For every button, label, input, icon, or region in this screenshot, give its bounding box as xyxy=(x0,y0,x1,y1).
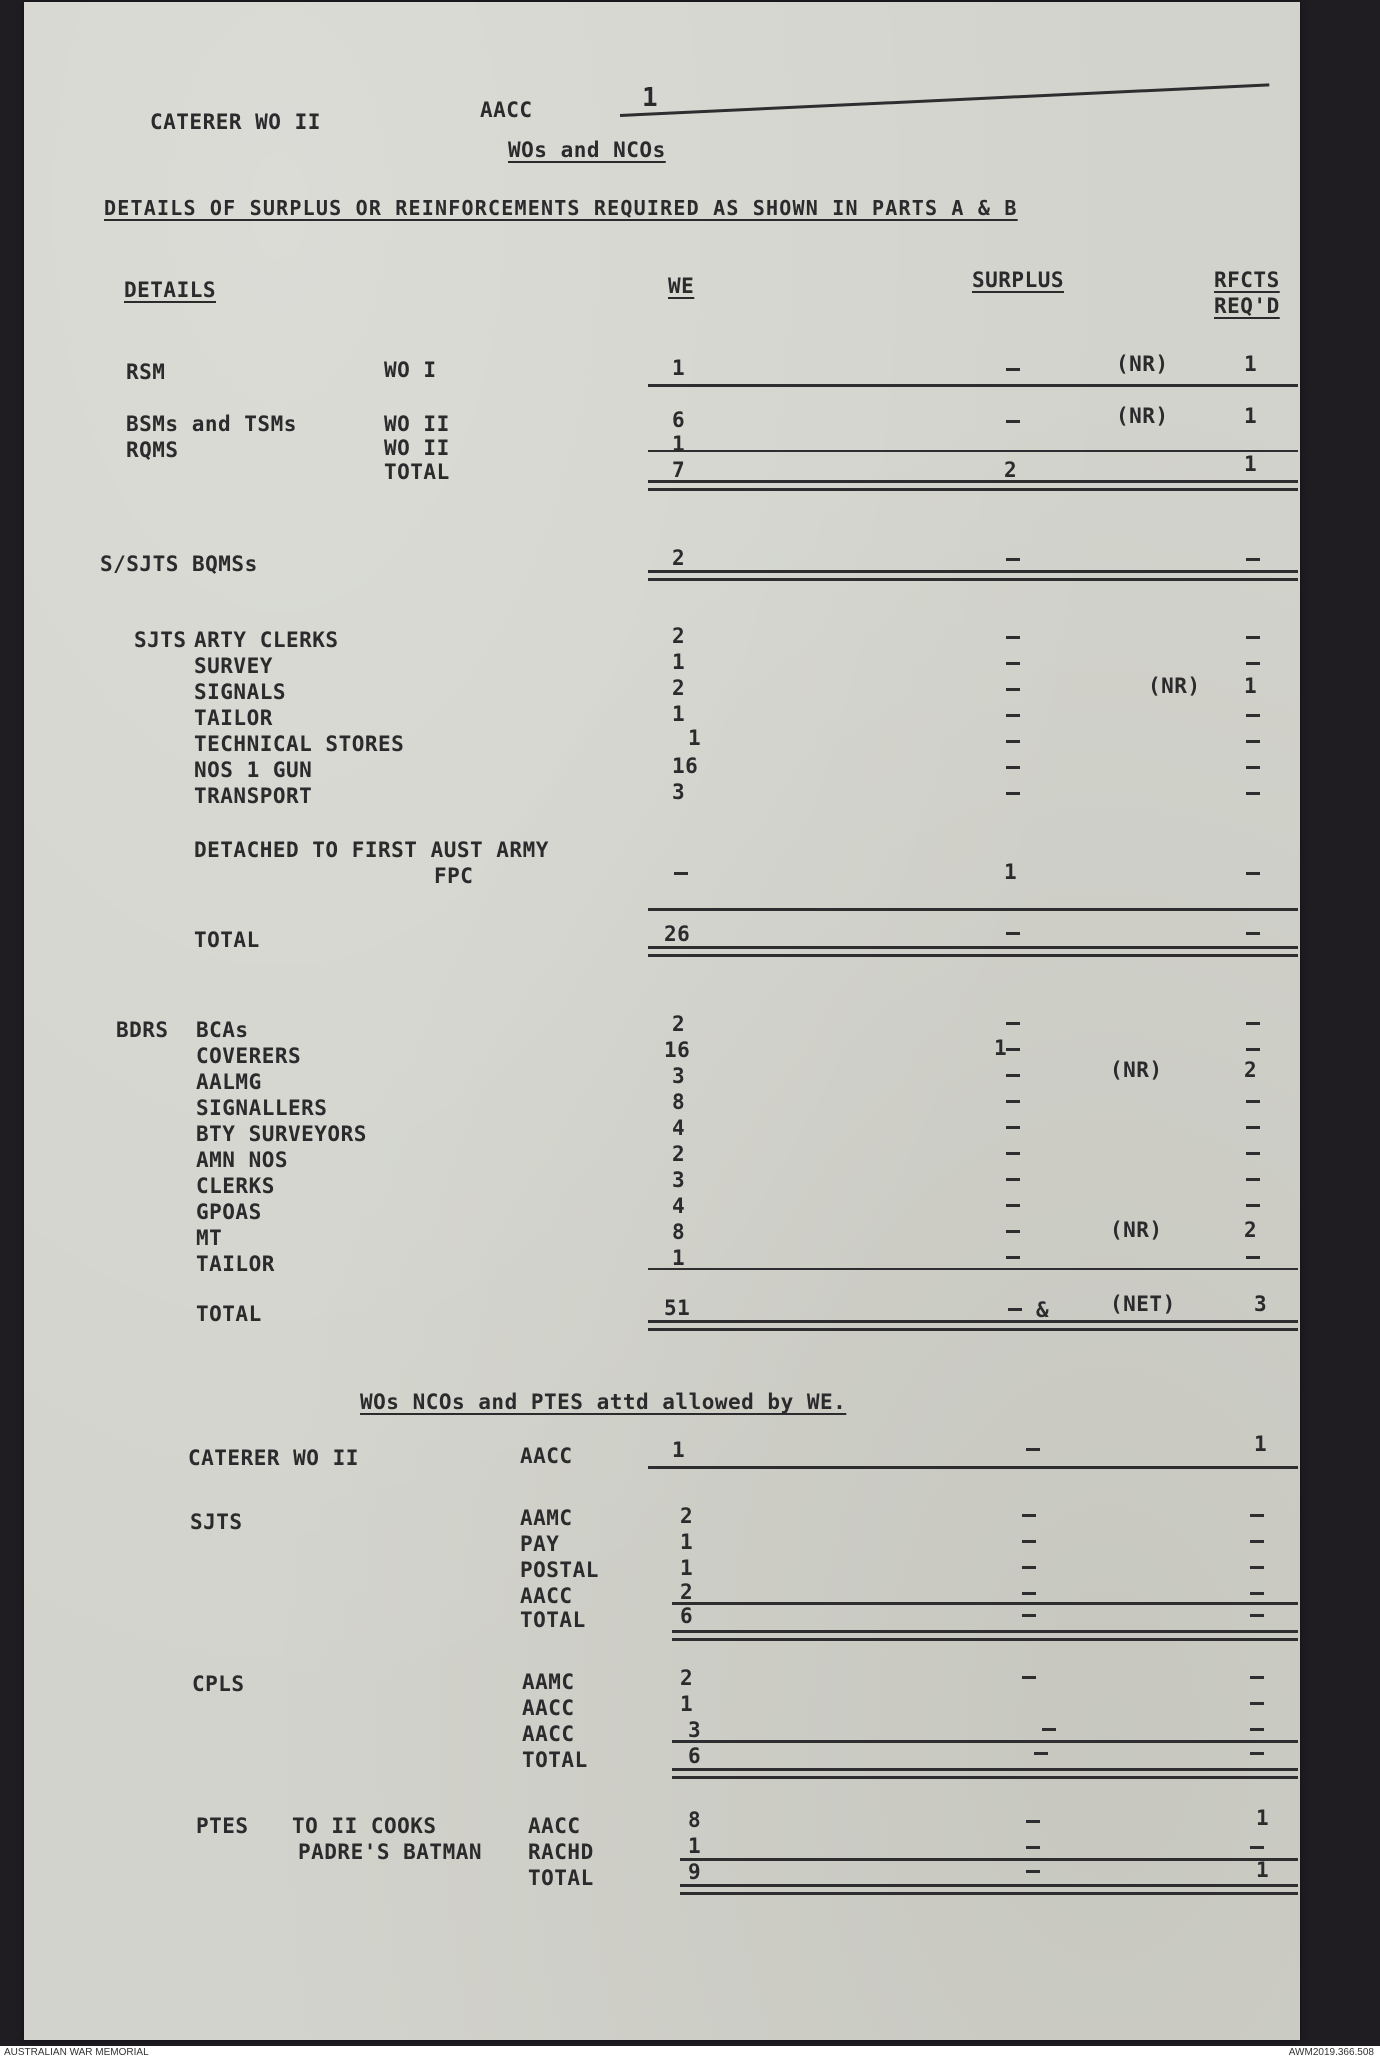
ptes-row1-corps: AACC xyxy=(528,1814,581,1838)
bdrs-rule xyxy=(648,1268,1298,1270)
sjts2-row-req-dash xyxy=(1250,1566,1264,1569)
sjts2-total-corps: TOTAL xyxy=(520,1608,586,1632)
archive-footer xyxy=(0,2046,1380,2061)
ptes-total-rule-2 xyxy=(680,1892,1298,1895)
ptes-row1-req: 1 xyxy=(1256,1806,1270,1830)
cpls-label: CPLS xyxy=(192,1672,245,1696)
bdrs-row-surplus-dash xyxy=(1006,1100,1020,1103)
bdrs-total-req: 3 xyxy=(1254,1292,1268,1316)
sjts-total-rule-2 xyxy=(648,954,1298,957)
bdrs-total-rule-2 xyxy=(648,1328,1298,1331)
ptes-total-surplus-dash xyxy=(1026,1870,1040,1873)
bdrs-row-we: 2 xyxy=(672,1012,686,1036)
bdrs-row-req-dash xyxy=(1246,1100,1260,1103)
bdrs-row-req-dash xyxy=(1246,1152,1260,1155)
bdrs-row-surplus-dash xyxy=(1006,1204,1020,1207)
ptes-rule xyxy=(680,1858,1298,1861)
cpls-row-we: 2 xyxy=(680,1666,694,1690)
ssjts-rule-1 xyxy=(648,570,1298,573)
bdrs-row-req: 2 xyxy=(1244,1058,1258,1082)
bdrs-row-label: BCAs xyxy=(196,1018,249,1042)
doc-title: WOs and NCOs xyxy=(508,138,666,162)
sjts-total-we: 26 xyxy=(664,922,691,946)
sjts-detached-we-dash xyxy=(674,872,688,875)
bsm-surplus-dash xyxy=(1006,420,1020,423)
footer-right: AWM2019.366.508 xyxy=(1288,2047,1374,2058)
sjts-row-req-dash xyxy=(1246,714,1260,717)
bdrs-row-surplus-dash xyxy=(1006,1022,1020,1025)
top-corps: AACC xyxy=(480,98,533,122)
caterer-label: CATERER WO II xyxy=(188,1446,359,1470)
rsm-rank: WO I xyxy=(384,358,437,382)
bsm-req: 1 xyxy=(1244,404,1258,428)
bdrs-row-we: 3 xyxy=(672,1064,686,1088)
rsm-rule xyxy=(648,384,1298,387)
sjts2-row-surplus-dash xyxy=(1022,1592,1036,1595)
sjts-detached-surplus: 1 xyxy=(1004,860,1018,884)
bdrs-row-note: (NR) xyxy=(1110,1218,1163,1242)
sjts2-total-req-dash xyxy=(1250,1614,1264,1617)
sjts-detached-line-1: DETACHED TO FIRST AUST ARMY xyxy=(194,838,549,862)
bdrs-row-we: 4 xyxy=(672,1194,686,1218)
ptes-label: PTES xyxy=(196,1814,249,1838)
sjts-detached-line-2: FPC xyxy=(434,864,474,888)
cpls-total-we: 6 xyxy=(688,1744,702,1768)
caterer-surplus-dash xyxy=(1026,1448,1040,1451)
bdrs-row-label: GPOAS xyxy=(196,1200,262,1224)
bdrs-row-label: BTY SURVEYORS xyxy=(196,1122,367,1146)
ptes-row2-we: 1 xyxy=(688,1834,702,1858)
bdrs-row-we: 8 xyxy=(672,1090,686,1114)
top-rule xyxy=(620,83,1269,117)
cpls-total-req-dash xyxy=(1250,1752,1264,1755)
section2-title: WOs NCOs and PTES attd allowed by WE. xyxy=(360,1390,847,1414)
sjts-row-req-dash xyxy=(1246,662,1260,665)
bdrs-total-rule-1 xyxy=(648,1320,1298,1323)
bdrs-row-req-dash xyxy=(1246,1022,1260,1025)
sjts2-row-req-dash xyxy=(1250,1540,1264,1543)
rsm-req: 1 xyxy=(1244,352,1258,376)
ssjts-surplus-dash xyxy=(1006,558,1020,561)
ptes-total-rule-1 xyxy=(680,1884,1298,1887)
rqms-rank: WO II xyxy=(384,436,450,460)
sjts-row-req-dash xyxy=(1246,636,1260,639)
caterer-we: 1 xyxy=(672,1438,686,1462)
ptes-total-req: 1 xyxy=(1256,1858,1270,1882)
caterer-rule xyxy=(648,1466,1298,1469)
ssjts-rule-2 xyxy=(648,578,1298,581)
caterer-corps: AACC xyxy=(520,1444,573,1468)
sjts-row-label: ARTY CLERKS xyxy=(194,628,339,652)
sjts2-row-surplus-dash xyxy=(1022,1540,1036,1543)
rsm-surplus-dash xyxy=(1006,368,1020,371)
bdrs-row-req-dash xyxy=(1246,1256,1260,1259)
sjts-row-we: 1 xyxy=(688,726,702,750)
rqms-we: 1 xyxy=(672,432,686,456)
sjts-total-surplus-dash xyxy=(1006,932,1020,935)
bdrs-row-we: 2 xyxy=(672,1142,686,1166)
bdrs-row-req: 2 xyxy=(1244,1218,1258,1242)
sjts2-total-rule-2 xyxy=(672,1638,1298,1641)
ptes-row1-surplus-dash xyxy=(1026,1820,1040,1823)
cpls-row-surplus-dash xyxy=(1022,1676,1036,1679)
bsm-total-we: 7 xyxy=(672,458,686,482)
sjts-row-we: 1 xyxy=(672,650,686,674)
sjts-row-label: SIGNALS xyxy=(194,680,287,704)
header-surplus: SURPLUS xyxy=(972,268,1065,292)
cpls-row-surplus-dash xyxy=(1042,1728,1056,1731)
bdrs-row-surplus-dash xyxy=(1006,1178,1020,1181)
cpls-total-rule-1 xyxy=(672,1768,1298,1771)
cpls-rule xyxy=(672,1740,1298,1743)
sjts-row-label: TECHNICAL STORES xyxy=(194,732,405,756)
bdrs-row-we: 4 xyxy=(672,1116,686,1140)
cpls-total-rule-2 xyxy=(672,1776,1298,1779)
top-value: 1 xyxy=(642,83,659,113)
header-details: DETAILS xyxy=(124,278,217,302)
sjts2-row-corps: POSTAL xyxy=(520,1558,599,1582)
bsm-total-req: 1 xyxy=(1244,452,1258,476)
sjts-row-surplus-dash xyxy=(1006,636,1020,639)
footer-left: AUSTRALIAN WAR MEMORIAL xyxy=(4,2047,149,2058)
bsm-note: (NR) xyxy=(1116,404,1169,428)
bdrs-row-label: CLERKS xyxy=(196,1174,275,1198)
bsm-total-rule-1 xyxy=(648,480,1298,483)
cpls-total-surplus-dash xyxy=(1034,1752,1048,1755)
sjts-row-req-dash xyxy=(1246,766,1260,769)
ptes-row2-desc: PADRE'S BATMAN xyxy=(298,1840,483,1864)
bdrs-total-surplus-dash xyxy=(1008,1308,1022,1311)
ptes-total-corps: TOTAL xyxy=(528,1866,594,1890)
ssjts-label: S/SJTS BQMSs xyxy=(100,552,258,576)
sjts-row-we: 3 xyxy=(672,780,686,804)
sjts-row-req-dash xyxy=(1246,740,1260,743)
rsm-label: RSM xyxy=(126,360,166,384)
bdrs-row-surplus-dash xyxy=(1006,1256,1020,1259)
sjts2-row-corps: AAMC xyxy=(520,1506,573,1530)
bsm-we: 6 xyxy=(672,408,686,432)
bdrs-row-we: 8 xyxy=(672,1220,686,1244)
cpls-row-we: 1 xyxy=(680,1692,694,1716)
sjts2-row-req-dash xyxy=(1250,1514,1264,1517)
rsm-note: (NR) xyxy=(1116,352,1169,376)
sjts-row-surplus-dash xyxy=(1006,740,1020,743)
sjts-detached-req-dash xyxy=(1246,872,1260,875)
doc-subtitle: DETAILS OF SURPLUS OR REINFORCEMENTS REQUIRED AS SHOWN IN PARTS A & B xyxy=(104,196,1018,220)
bdrs-row-surplus: 1 xyxy=(994,1036,1008,1060)
bdrs-row-req-dash xyxy=(1246,1204,1260,1207)
sjts-row-req-dash xyxy=(1246,792,1260,795)
sjts-row-surplus-dash xyxy=(1006,662,1020,665)
sjts-row-req: 1 xyxy=(1244,674,1258,698)
bdrs-row-label: AMN NOS xyxy=(196,1148,289,1172)
sjts2-row-we: 2 xyxy=(680,1580,694,1604)
bsm-total-label: TOTAL xyxy=(384,460,450,484)
sjts2-row-req-dash xyxy=(1250,1592,1264,1595)
bdrs-row-surplus-dash xyxy=(1006,1230,1020,1233)
sjts-row-surplus-dash xyxy=(1006,688,1020,691)
sjts2-label: SJTS xyxy=(190,1510,243,1534)
bsm-total-surplus: 2 xyxy=(1004,458,1018,482)
bdrs-row-req-dash xyxy=(1246,1048,1260,1051)
bdrs-row-surplus-dash xyxy=(1006,1152,1020,1155)
bdrs-row-we: 1 xyxy=(672,1246,686,1270)
sjts-total-req-dash xyxy=(1246,932,1260,935)
sjts-row-note: (NR) xyxy=(1148,674,1201,698)
cpls-row-req-dash xyxy=(1250,1728,1264,1731)
bdrs-row-we: 3 xyxy=(672,1168,686,1192)
sjts2-row-surplus-dash xyxy=(1022,1566,1036,1569)
sjts2-total-surplus-dash xyxy=(1022,1614,1036,1617)
header-rfcts-2: REQ'D xyxy=(1214,294,1280,318)
bdrs-row-we: 16 xyxy=(664,1038,691,1062)
sjts-row-surplus-dash xyxy=(1006,792,1020,795)
cpls-row-corps: AAMC xyxy=(522,1670,575,1694)
bdrs-row-label: COVERERS xyxy=(196,1044,302,1068)
sjts-total-rule-1 xyxy=(648,946,1298,949)
rqms-label: RQMS xyxy=(126,438,179,462)
cpls-row-corps: AACC xyxy=(522,1722,575,1746)
sjts-total-rule-top xyxy=(648,908,1298,911)
sjts-total-label: TOTAL xyxy=(194,928,260,952)
sjts-row-surplus-dash xyxy=(1006,766,1020,769)
header-rfcts-1: RFCTS xyxy=(1214,268,1280,292)
sjts-row-surplus-dash xyxy=(1006,714,1020,717)
rqms-rule xyxy=(648,450,1298,452)
sjts2-row-we: 2 xyxy=(680,1504,694,1528)
bdrs-total-label: TOTAL xyxy=(196,1302,262,1326)
header-we: WE xyxy=(668,274,695,298)
sjts-prefix: SJTS xyxy=(134,628,187,652)
sjts-row-label: NOS 1 GUN xyxy=(194,758,313,782)
cpls-total-corps: TOTAL xyxy=(522,1748,588,1772)
bdrs-row-label: MT xyxy=(196,1226,223,1250)
sjts2-row-surplus-dash xyxy=(1022,1514,1036,1517)
sjts2-rule xyxy=(672,1602,1298,1605)
sjts2-total-rule-1 xyxy=(672,1630,1298,1633)
bsm-total-rule-2 xyxy=(648,488,1298,491)
bdrs-row-surplus-dash xyxy=(1006,1048,1020,1051)
bdrs-prefix: BDRS xyxy=(116,1018,169,1042)
ptes-row1-desc: TO II COOKS xyxy=(292,1814,437,1838)
bdrs-total-note: (NET) xyxy=(1110,1292,1176,1316)
sjts-row-label: TRANSPORT xyxy=(194,784,313,808)
bdrs-row-req-dash xyxy=(1246,1178,1260,1181)
cpls-row-req-dash xyxy=(1250,1676,1264,1679)
sjts-row-we: 2 xyxy=(672,676,686,700)
sjts-row-label: SURVEY xyxy=(194,654,273,678)
ptes-row2-corps: RACHD xyxy=(528,1840,594,1864)
document-page xyxy=(24,2,1300,2040)
bdrs-row-label: AALMG xyxy=(196,1070,262,1094)
ptes-row2-req-dash xyxy=(1250,1846,1264,1849)
cpls-row-corps: AACC xyxy=(522,1696,575,1720)
bdrs-total-amp: & xyxy=(1036,1298,1050,1322)
top-caterer-label: CATERER WO II xyxy=(150,110,321,134)
sjts2-row-we: 1 xyxy=(680,1530,694,1554)
sjts-row-we: 2 xyxy=(672,624,686,648)
rsm-we: 1 xyxy=(672,356,686,380)
sjts2-row-we: 1 xyxy=(680,1556,694,1580)
caterer-req: 1 xyxy=(1254,1432,1268,1456)
bdrs-row-req-dash xyxy=(1246,1126,1260,1129)
bdrs-row-label: TAILOR xyxy=(196,1252,275,1276)
sjts-row-we: 16 xyxy=(672,754,699,778)
bdrs-row-note: (NR) xyxy=(1110,1058,1163,1082)
ssjts-we: 2 xyxy=(672,546,686,570)
cpls-row-we: 3 xyxy=(688,1718,702,1742)
ptes-total-we: 9 xyxy=(688,1860,702,1884)
bsm-rank: WO II xyxy=(384,412,450,436)
bdrs-row-label: SIGNALLERS xyxy=(196,1096,328,1120)
bdrs-total-we: 51 xyxy=(664,1296,691,1320)
ssjts-req-dash xyxy=(1246,558,1260,561)
cpls-row-req-dash xyxy=(1250,1702,1264,1705)
bdrs-row-surplus-dash xyxy=(1006,1074,1020,1077)
bdrs-row-surplus-dash xyxy=(1006,1126,1020,1129)
sjts2-total-we: 6 xyxy=(680,1604,694,1628)
ptes-row2-surplus-dash xyxy=(1026,1846,1040,1849)
sjts-row-we: 1 xyxy=(672,702,686,726)
sjts-row-label: TAILOR xyxy=(194,706,273,730)
sjts2-row-corps: PAY xyxy=(520,1532,560,1556)
ptes-row1-we: 8 xyxy=(688,1808,702,1832)
sjts2-row-corps: AACC xyxy=(520,1584,573,1608)
bsm-label: BSMs and TSMs xyxy=(126,412,297,436)
